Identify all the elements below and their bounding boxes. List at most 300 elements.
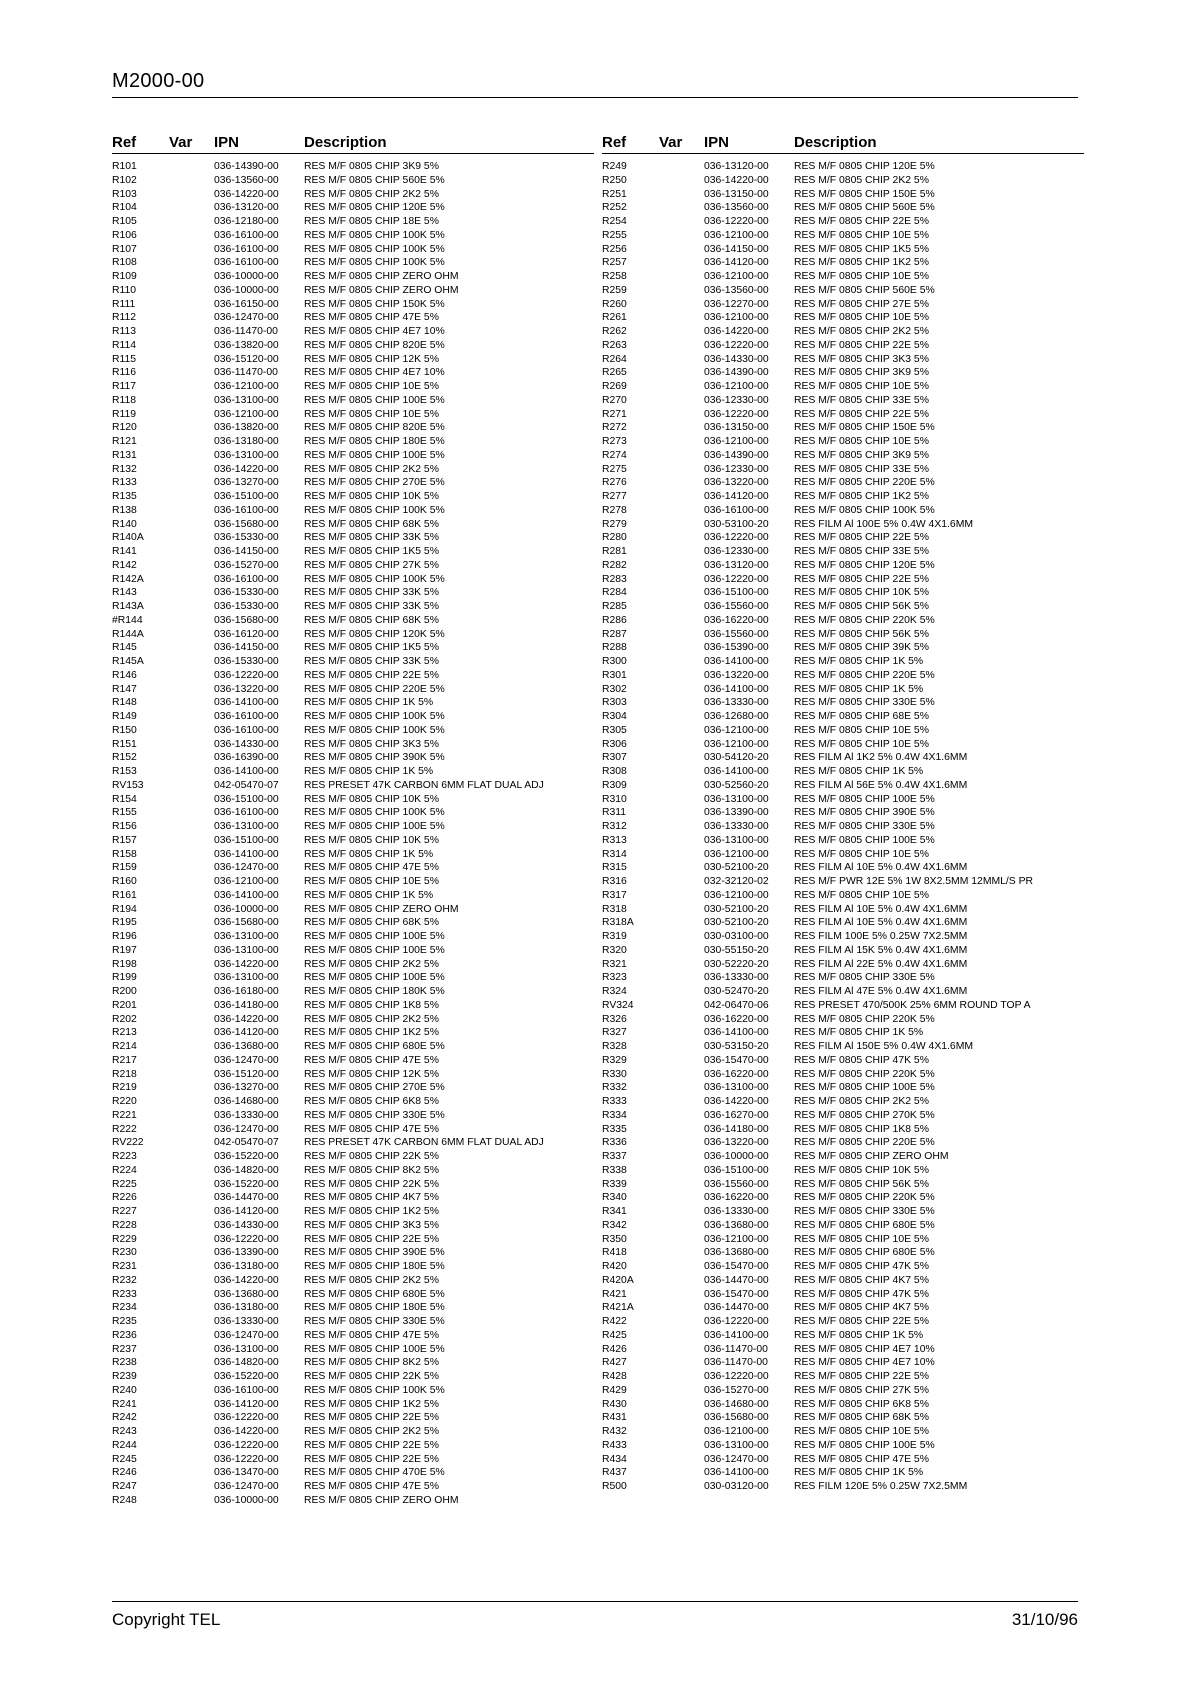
ipn-cell: 036-12680-00 — [704, 711, 769, 722]
table-row — [112, 435, 594, 449]
ref-cell: R160 — [112, 876, 137, 887]
ref-cell: R106 — [112, 229, 137, 241]
description-cell: RES M/F 0805 CHIP 10E 5% — [794, 848, 929, 860]
description-cell: RES M/F 0805 CHIP 10E 5% — [794, 889, 929, 901]
table-row — [112, 284, 594, 298]
ref-cell: R431 — [602, 1412, 627, 1424]
table-row — [112, 476, 594, 490]
ipn-cell: 036-13470-00 — [214, 1467, 279, 1479]
ipn-cell: 036-12330-00 — [704, 394, 769, 406]
ipn-cell: 036-15270-00 — [214, 559, 279, 571]
ref-cell: R224 — [112, 1164, 137, 1176]
description-cell: RES PRESET 470/500K 25% 6MM ROUND TOP A — [794, 999, 1031, 1011]
table-row — [602, 1040, 1084, 1054]
table-row — [602, 421, 1084, 435]
table-row — [602, 545, 1084, 559]
description-cell: RES M/F 0805 CHIP 1K2 5% — [794, 491, 929, 502]
table-row — [112, 201, 594, 215]
ref-cell: R199 — [112, 972, 137, 984]
ref-cell: R329 — [602, 1054, 627, 1066]
ref-cell: R237 — [112, 1343, 137, 1355]
table-row — [112, 1054, 594, 1068]
ref-cell: R304 — [602, 711, 627, 722]
ipn-cell: 036-14100-00 — [704, 1467, 769, 1479]
ipn-cell: 036-14220-00 — [214, 463, 279, 475]
table-row — [602, 1425, 1084, 1439]
table-row — [602, 463, 1084, 477]
ref-cell: R227 — [112, 1206, 137, 1217]
description-cell: RES M/F 0805 CHIP 10E 5% — [794, 271, 929, 282]
description-cell: RES M/F 0805 CHIP ZERO OHM — [304, 903, 459, 915]
ipn-cell: 036-16100-00 — [704, 504, 769, 516]
ref-cell: R250 — [602, 174, 627, 186]
table-row — [602, 889, 1084, 903]
table-row — [112, 1123, 594, 1137]
description-cell: RES M/F 0805 CHIP 100E 5% — [304, 821, 445, 832]
table-row — [112, 1453, 594, 1467]
ref-cell: R428 — [602, 1371, 627, 1382]
description-cell: RES PRESET 47K CARBON 6MM FLAT DUAL ADJ — [304, 1137, 544, 1149]
table-row — [602, 641, 1084, 655]
ipn-cell: 036-13120-00 — [704, 161, 769, 172]
table-row — [112, 1246, 594, 1260]
table-row — [112, 820, 594, 834]
table-row — [112, 215, 594, 229]
table-row — [112, 779, 594, 793]
ipn-cell: 036-12470-00 — [214, 1329, 279, 1341]
ipn-cell: 036-14220-00 — [214, 188, 279, 200]
ref-cell: R105 — [112, 216, 137, 227]
table-row — [112, 751, 594, 765]
ref-cell: R248 — [112, 1494, 137, 1506]
ref-cell: RV324 — [602, 999, 634, 1011]
ipn-cell: 036-13390-00 — [704, 807, 769, 819]
table-row — [112, 1068, 594, 1082]
table-row — [112, 1398, 594, 1412]
description-cell: RES M/F 0805 CHIP 33E 5% — [794, 546, 929, 557]
ref-cell: R241 — [112, 1398, 137, 1410]
ref-cell: R282 — [602, 559, 627, 571]
table-row — [602, 1274, 1084, 1288]
col-ref-header: Ref — [602, 134, 627, 151]
ipn-cell: 036-14100-00 — [704, 1027, 769, 1039]
ipn-cell: 036-14150-00 — [214, 546, 279, 557]
description-cell: RES M/F 0805 CHIP 1K8 5% — [304, 999, 439, 1011]
ref-cell: R225 — [112, 1178, 137, 1190]
ref-cell: R261 — [602, 312, 627, 324]
ipn-cell: 036-13100-00 — [704, 1082, 769, 1094]
table-row — [112, 793, 594, 807]
description-cell: RES M/F 0805 CHIP 33E 5% — [794, 394, 929, 406]
table-row — [602, 600, 1084, 614]
description-cell: RES M/F 0805 CHIP 150E 5% — [794, 188, 935, 200]
table-row — [112, 1480, 594, 1494]
table-row — [112, 958, 594, 972]
table-row — [602, 1013, 1084, 1027]
ref-cell: R149 — [112, 711, 137, 722]
ref-cell: R118 — [112, 394, 137, 406]
table-row — [112, 1356, 594, 1370]
table-row — [112, 641, 594, 655]
ref-cell: R420 — [602, 1261, 627, 1272]
table-row — [112, 834, 594, 848]
ref-cell: R220 — [112, 1096, 137, 1107]
description-cell: RES M/F 0805 CHIP 330E 5% — [304, 1109, 445, 1121]
table-row — [602, 1164, 1084, 1178]
table-row — [112, 408, 594, 422]
ipn-cell: 036-14680-00 — [214, 1096, 279, 1107]
description-cell: RES M/F 0805 CHIP 2K2 5% — [304, 1013, 439, 1025]
ipn-cell: 036-12100-00 — [704, 381, 769, 392]
table-row — [112, 1095, 594, 1109]
description-cell: RES M/F 0805 CHIP 820E 5% — [304, 339, 445, 351]
description-cell: RES M/F 0805 CHIP 120E 5% — [304, 202, 445, 214]
ref-cell: R324 — [602, 986, 627, 997]
table-row — [112, 573, 594, 587]
description-cell: RES M/F 0805 CHIP 100E 5% — [794, 1082, 935, 1094]
ipn-cell: 036-13560-00 — [704, 284, 769, 296]
ipn-cell: 036-12220-00 — [704, 532, 769, 544]
table-row — [602, 353, 1084, 367]
table-row — [112, 600, 594, 614]
description-cell: RES M/F 0805 CHIP 100K 5% — [304, 229, 445, 241]
description-cell: RES FILM Al 100E 5% 0.4W 4X1.6MM — [794, 518, 974, 530]
description-cell: RES M/F 0805 CHIP 270E 5% — [304, 477, 445, 489]
ref-cell: R107 — [112, 243, 137, 255]
description-cell: RES M/F 0805 CHIP 10E 5% — [794, 1426, 929, 1437]
ref-cell: R303 — [602, 697, 627, 709]
ref-cell: R332 — [602, 1082, 627, 1094]
ref-cell: R147 — [112, 683, 137, 695]
description-cell: RES M/F 0805 CHIP 22E 5% — [794, 1316, 929, 1327]
description-cell: RES M/F 0805 CHIP 680E 5% — [304, 1288, 445, 1300]
table-row — [112, 1233, 594, 1247]
ipn-cell: 036-10000-00 — [214, 271, 279, 282]
table-row — [602, 215, 1084, 229]
table-row — [602, 696, 1084, 710]
ref-cell: R278 — [602, 504, 627, 516]
description-cell: RES M/F 0805 CHIP 22E 5% — [304, 1439, 439, 1451]
ipn-cell: 036-12470-00 — [214, 1123, 279, 1135]
table-row — [112, 1370, 594, 1384]
description-cell: RES M/F 0805 CHIP 1K2 5% — [304, 1206, 439, 1217]
description-cell: RES M/F 0805 CHIP 1K5 5% — [304, 642, 439, 654]
table-row — [602, 848, 1084, 862]
ipn-cell: 036-12220-00 — [704, 339, 769, 351]
table-row — [602, 738, 1084, 752]
ref-cell: R223 — [112, 1151, 137, 1162]
table-row — [112, 806, 594, 820]
ref-cell: R255 — [602, 229, 627, 241]
table-row — [602, 174, 1084, 188]
ref-cell: R340 — [602, 1192, 627, 1204]
table-row — [112, 1343, 594, 1357]
description-cell: RES M/F 0805 CHIP 100K 5% — [304, 504, 445, 516]
ref-cell: R200 — [112, 986, 137, 997]
ref-cell: R230 — [112, 1247, 137, 1259]
ipn-cell: 036-12220-00 — [214, 1439, 279, 1451]
description-cell: RES M/F 0805 CHIP 10E 5% — [794, 229, 929, 241]
table-row — [602, 1191, 1084, 1205]
ipn-cell: 036-15680-00 — [214, 614, 279, 626]
ref-cell: R318A — [602, 917, 634, 929]
ref-cell: R154 — [112, 793, 137, 805]
ref-cell: R161 — [112, 889, 137, 901]
ref-cell: R350 — [602, 1233, 627, 1245]
description-cell: RES M/F 0805 CHIP 8K2 5% — [304, 1164, 439, 1176]
description-cell: RES M/F 0805 CHIP 220E 5% — [794, 477, 935, 489]
ref-cell: R142A — [112, 573, 144, 585]
table-row — [602, 435, 1084, 449]
ipn-cell: 036-14390-00 — [704, 449, 769, 461]
ref-cell: R138 — [112, 504, 137, 516]
ref-cell: R235 — [112, 1316, 137, 1327]
description-cell: RES M/F 0805 CHIP 47K 5% — [794, 1261, 929, 1272]
description-cell: RES M/F 0805 CHIP 2K2 5% — [304, 188, 439, 200]
table-row — [602, 476, 1084, 490]
description-cell: RES M/F 0805 CHIP 68K 5% — [304, 614, 439, 626]
table-row — [602, 311, 1084, 325]
description-cell: RES M/F 0805 CHIP ZERO OHM — [304, 1494, 459, 1506]
ref-cell: R256 — [602, 243, 627, 255]
ref-cell: R108 — [112, 257, 137, 269]
ref-cell: R307 — [602, 752, 627, 764]
table-row — [602, 298, 1084, 312]
ipn-cell: 036-12470-00 — [704, 1453, 769, 1465]
ipn-cell: 036-12330-00 — [704, 463, 769, 475]
table-row — [112, 1425, 594, 1439]
table-row — [602, 1150, 1084, 1164]
ref-cell: R337 — [602, 1151, 627, 1162]
ref-cell: R264 — [602, 353, 627, 365]
ref-cell: R288 — [602, 642, 627, 654]
description-cell: RES M/F 0805 CHIP 3K9 5% — [304, 161, 439, 172]
description-cell: RES M/F 0805 CHIP 1K 5% — [304, 848, 434, 860]
table-row — [602, 1439, 1084, 1453]
ref-cell: R310 — [602, 793, 627, 805]
table-row — [112, 669, 594, 683]
ipn-cell: 036-14100-00 — [214, 889, 279, 901]
table-row — [112, 1315, 594, 1329]
table-row — [602, 270, 1084, 284]
ipn-cell: 036-14120-00 — [214, 1027, 279, 1039]
ipn-cell: 036-15330-00 — [214, 656, 279, 667]
ref-cell: R231 — [112, 1261, 137, 1272]
ref-cell: R333 — [602, 1096, 627, 1107]
description-cell: RES M/F 0805 CHIP 4K7 5% — [794, 1302, 929, 1314]
ref-cell: R142 — [112, 559, 137, 571]
table-row — [112, 449, 594, 463]
table-row — [112, 683, 594, 697]
ref-cell: R433 — [602, 1439, 627, 1451]
ref-cell: R311 — [602, 807, 627, 819]
ref-cell: R239 — [112, 1371, 137, 1382]
table-row — [602, 518, 1084, 532]
ref-cell: R109 — [112, 271, 137, 282]
ref-cell: R283 — [602, 573, 627, 585]
table-row — [112, 655, 594, 669]
table-row — [112, 930, 594, 944]
description-cell: RES M/F 0805 CHIP 1K8 5% — [794, 1123, 929, 1135]
description-cell: RES M/F 0805 CHIP 47E 5% — [304, 1329, 439, 1341]
table-row — [602, 1068, 1084, 1082]
ref-cell: R214 — [112, 1041, 137, 1052]
ref-cell: R201 — [112, 999, 137, 1011]
parts-table-left — [112, 133, 594, 1508]
description-cell: RES M/F 0805 CHIP 100E 5% — [304, 1343, 445, 1355]
description-cell: RES M/F 0805 CHIP 100E 5% — [304, 449, 445, 461]
ref-cell: R242 — [112, 1412, 137, 1424]
ipn-cell: 036-14120-00 — [214, 1206, 279, 1217]
ref-cell: R151 — [112, 738, 137, 750]
description-cell: RES M/F 0805 CHIP 100K 5% — [304, 724, 445, 736]
description-cell: RES M/F 0805 CHIP 220K 5% — [794, 1068, 935, 1080]
table-row — [602, 1178, 1084, 1192]
ipn-cell: 036-14220-00 — [214, 1426, 279, 1437]
ipn-cell: 036-12470-00 — [214, 1481, 279, 1492]
description-cell: RES M/F 0805 CHIP 470E 5% — [304, 1467, 445, 1479]
table-row — [602, 710, 1084, 724]
description-cell: RES M/F 0805 CHIP 6K8 5% — [794, 1398, 929, 1410]
description-cell: RES M/F 0805 CHIP 3K3 5% — [304, 738, 439, 750]
ipn-cell: 036-13330-00 — [704, 1206, 769, 1217]
table-row — [112, 1164, 594, 1178]
col-ipn-header: IPN — [214, 134, 240, 151]
ipn-cell: 036-13180-00 — [214, 436, 279, 447]
ipn-cell: 036-14100-00 — [704, 766, 769, 777]
ref-cell: R198 — [112, 958, 137, 970]
ipn-cell: 036-14120-00 — [704, 491, 769, 502]
table-row — [112, 628, 594, 642]
table-row — [112, 889, 594, 903]
description-cell: RES M/F 0805 CHIP 68K 5% — [304, 518, 439, 530]
description-cell: RES M/F 0805 CHIP 47K 5% — [794, 1288, 929, 1300]
ipn-cell: 030-54120-20 — [704, 752, 769, 764]
ipn-cell: 036-15330-00 — [214, 601, 279, 612]
ref-cell: R328 — [602, 1041, 627, 1052]
description-cell: RES M/F 0805 CHIP 47E 5% — [304, 1481, 439, 1492]
ipn-cell: 036-14150-00 — [214, 642, 279, 654]
description-cell: RES M/F 0805 CHIP 1K 5% — [794, 1027, 924, 1039]
description-cell: RES M/F 0805 CHIP 56K 5% — [794, 601, 929, 612]
ipn-cell: 036-13180-00 — [214, 1261, 279, 1272]
ipn-cell: 036-16150-00 — [214, 298, 279, 310]
table-row — [112, 916, 594, 930]
ref-cell: R260 — [602, 298, 627, 310]
description-cell: RES PRESET 47K CARBON 6MM FLAT DUAL ADJ — [304, 779, 544, 791]
description-cell: RES M/F 0805 CHIP 680E 5% — [794, 1247, 935, 1259]
ref-cell: R112 — [112, 312, 137, 324]
table-row — [602, 1260, 1084, 1274]
description-cell: RES M/F 0805 CHIP 33K 5% — [304, 656, 439, 667]
ref-cell: R285 — [602, 601, 627, 612]
ipn-cell: 036-14100-00 — [214, 766, 279, 777]
description-cell: RES M/F 0805 CHIP 4K7 5% — [794, 1274, 929, 1286]
table-row — [112, 1219, 594, 1233]
ref-cell: R422 — [602, 1316, 627, 1327]
ref-cell: R140A — [112, 532, 144, 544]
ref-cell: R152 — [112, 752, 137, 764]
table-row — [602, 1453, 1084, 1467]
table-row — [112, 999, 594, 1013]
ref-cell: R309 — [602, 779, 627, 791]
ref-cell: R279 — [602, 518, 627, 530]
ipn-cell: 036-13100-00 — [214, 394, 279, 406]
ref-cell: R234 — [112, 1302, 137, 1314]
ref-cell: R341 — [602, 1206, 627, 1217]
table-row — [602, 531, 1084, 545]
description-cell: RES M/F 0805 CHIP 22E 5% — [794, 532, 929, 544]
table-row — [602, 1123, 1084, 1137]
description-cell: RES FILM 120E 5% 0.25W 7X2.5MM — [794, 1481, 968, 1492]
description-cell: RES M/F 0805 CHIP 1K 5% — [794, 1329, 924, 1341]
ref-cell: R114 — [112, 339, 137, 351]
table-row — [112, 1439, 594, 1453]
description-cell: RES M/F 0805 CHIP 33K 5% — [304, 601, 439, 612]
description-cell: RES M/F 0805 CHIP 56K 5% — [794, 628, 929, 640]
table-row — [112, 160, 594, 174]
table-row — [112, 903, 594, 917]
ref-cell: R301 — [602, 669, 627, 681]
ipn-cell: 036-14390-00 — [704, 367, 769, 379]
table-row — [602, 1205, 1084, 1219]
description-cell: RES M/F 0805 CHIP 6K8 5% — [304, 1096, 439, 1107]
ipn-cell: 036-13100-00 — [214, 972, 279, 984]
ipn-cell: 030-52560-20 — [704, 779, 769, 791]
ipn-cell: 036-16100-00 — [214, 807, 279, 819]
table-row — [112, 1411, 594, 1425]
ipn-cell: 036-14150-00 — [704, 243, 769, 255]
table-row — [602, 628, 1084, 642]
ref-cell: R202 — [112, 1013, 137, 1025]
table-row — [602, 408, 1084, 422]
description-cell: RES M/F 0805 CHIP 1K 5% — [304, 697, 434, 709]
ipn-cell: 030-03100-00 — [704, 931, 769, 942]
ipn-cell: 030-52470-20 — [704, 986, 769, 997]
description-cell: RES M/F 0805 CHIP 220K 5% — [794, 1013, 935, 1025]
description-cell: RES M/F 0805 CHIP 100K 5% — [304, 573, 445, 585]
ref-cell: R246 — [112, 1467, 137, 1479]
ref-cell: R131 — [112, 449, 137, 461]
ipn-cell: 036-13220-00 — [704, 1137, 769, 1149]
ipn-cell: 036-13680-00 — [704, 1219, 769, 1231]
ref-cell: R280 — [602, 532, 627, 544]
table-row — [602, 229, 1084, 243]
ref-cell: R119 — [112, 408, 137, 420]
ref-cell: R336 — [602, 1137, 627, 1149]
ipn-cell: 036-14220-00 — [214, 958, 279, 970]
ipn-cell: 036-12100-00 — [214, 408, 279, 420]
description-cell: RES M/F 0805 CHIP 3K9 5% — [794, 367, 929, 379]
ipn-cell: 036-16220-00 — [704, 1013, 769, 1025]
description-cell: RES M/F 0805 CHIP 4E7 10% — [304, 326, 445, 337]
ipn-cell: 036-16100-00 — [214, 1384, 279, 1396]
table-row — [602, 559, 1084, 573]
table-row — [112, 614, 594, 628]
description-cell: RES M/F 0805 CHIP 12K 5% — [304, 353, 439, 365]
table-row — [602, 1398, 1084, 1412]
ref-cell: R270 — [602, 394, 627, 406]
ipn-cell: 036-13330-00 — [214, 1316, 279, 1327]
ref-cell: R197 — [112, 944, 137, 956]
ref-cell: R305 — [602, 724, 627, 736]
ipn-cell: 036-12220-00 — [214, 1233, 279, 1245]
ipn-cell: 036-14220-00 — [704, 1096, 769, 1107]
ref-cell: R228 — [112, 1219, 137, 1231]
table-row — [602, 1384, 1084, 1398]
ref-cell: R158 — [112, 848, 137, 860]
table-row — [602, 806, 1084, 820]
